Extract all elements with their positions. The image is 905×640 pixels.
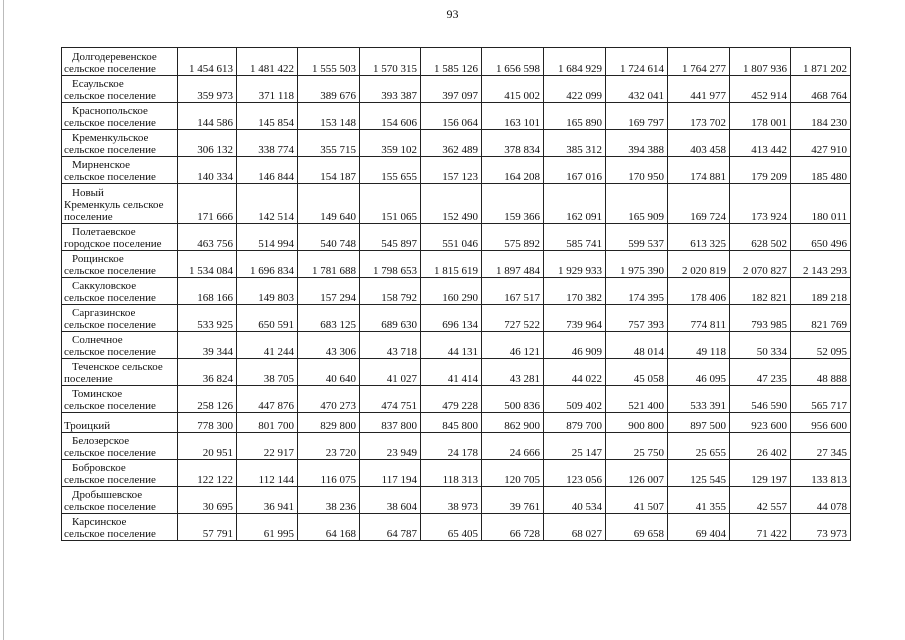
row-name-cell — [62, 130, 178, 157]
value-cell: 514 994 — [237, 224, 298, 251]
value-cell: 46 095 — [668, 359, 730, 386]
value-cell: 689 630 — [360, 305, 421, 332]
value-cell: 599 537 — [606, 224, 668, 251]
value-cell: 171 666 — [178, 184, 237, 224]
value-cell: 1 871 202 — [791, 48, 851, 76]
row-name-line: Есаульское — [72, 78, 124, 90]
value-cell: 42 557 — [730, 487, 791, 514]
value-cell: 144 586 — [178, 103, 237, 130]
value-cell: 900 800 — [606, 413, 668, 433]
value-cell: 180 011 — [791, 184, 851, 224]
value-cell: 149 803 — [237, 278, 298, 305]
value-cell: 22 917 — [237, 433, 298, 460]
value-cell: 338 774 — [237, 130, 298, 157]
table-row — [62, 386, 851, 413]
value-cell: 41 244 — [237, 332, 298, 359]
value-cell: 163 101 — [482, 103, 544, 130]
table-row — [62, 251, 851, 278]
value-cell: 393 387 — [360, 76, 421, 103]
value-cell: 169 724 — [668, 184, 730, 224]
value-cell: 57 791 — [178, 514, 237, 541]
value-cell: 140 334 — [178, 157, 237, 184]
row-name-line: сельское поселение — [64, 474, 156, 486]
value-cell: 179 209 — [730, 157, 791, 184]
row-name-line: Троицкий — [64, 420, 111, 432]
value-cell: 162 091 — [544, 184, 606, 224]
value-cell: 355 715 — [298, 130, 360, 157]
value-cell: 422 099 — [544, 76, 606, 103]
value-cell: 452 914 — [730, 76, 791, 103]
value-cell: 258 126 — [178, 386, 237, 413]
value-cell: 821 769 — [791, 305, 851, 332]
value-cell: 133 813 — [791, 460, 851, 487]
value-cell: 41 027 — [360, 359, 421, 386]
value-cell: 158 792 — [360, 278, 421, 305]
value-cell: 879 700 — [544, 413, 606, 433]
value-cell: 173 924 — [730, 184, 791, 224]
value-cell: 463 756 — [178, 224, 237, 251]
value-cell: 167 517 — [482, 278, 544, 305]
value-cell: 178 406 — [668, 278, 730, 305]
value-cell: 26 402 — [730, 433, 791, 460]
row-name-cell — [62, 157, 178, 184]
row-name-line: сельское поселение — [64, 63, 156, 75]
value-cell: 44 078 — [791, 487, 851, 514]
value-cell: 36 941 — [237, 487, 298, 514]
row-name-cell — [62, 251, 178, 278]
value-cell: 403 458 — [668, 130, 730, 157]
row-name-cell — [62, 386, 178, 413]
table-row — [62, 433, 851, 460]
value-cell: 160 290 — [421, 278, 482, 305]
value-cell: 306 132 — [178, 130, 237, 157]
row-name-cell — [62, 487, 178, 514]
value-cell: 39 761 — [482, 487, 544, 514]
value-cell: 1 481 422 — [237, 48, 298, 76]
row-name-line: поселение — [64, 373, 113, 385]
value-cell: 474 751 — [360, 386, 421, 413]
value-cell: 1 534 084 — [178, 251, 237, 278]
value-cell: 30 695 — [178, 487, 237, 514]
value-cell: 359 102 — [360, 130, 421, 157]
row-name-cell — [62, 460, 178, 487]
value-cell: 41 414 — [421, 359, 482, 386]
value-cell: 1 975 390 — [606, 251, 668, 278]
value-cell: 159 366 — [482, 184, 544, 224]
value-cell: 628 502 — [730, 224, 791, 251]
table-row — [62, 413, 851, 433]
row-name-cell — [62, 76, 178, 103]
row-name-cell — [62, 359, 178, 386]
value-cell: 45 058 — [606, 359, 668, 386]
value-cell: 413 442 — [730, 130, 791, 157]
value-cell: 470 273 — [298, 386, 360, 413]
value-cell: 397 097 — [421, 76, 482, 103]
value-cell: 44 131 — [421, 332, 482, 359]
value-cell: 24 666 — [482, 433, 544, 460]
value-cell: 155 655 — [360, 157, 421, 184]
value-cell: 47 235 — [730, 359, 791, 386]
row-name-cell — [62, 103, 178, 130]
value-cell: 565 717 — [791, 386, 851, 413]
value-cell: 157 123 — [421, 157, 482, 184]
value-cell: 479 228 — [421, 386, 482, 413]
value-cell: 43 718 — [360, 332, 421, 359]
row-name-line: сельское поселение — [64, 171, 156, 183]
row-name-line: поселение — [64, 211, 113, 223]
row-name-cell — [62, 184, 178, 224]
value-cell: 500 836 — [482, 386, 544, 413]
value-cell: 1 570 315 — [360, 48, 421, 76]
table-row — [62, 332, 851, 359]
value-cell: 2 070 827 — [730, 251, 791, 278]
value-cell: 956 600 — [791, 413, 851, 433]
value-cell: 174 881 — [668, 157, 730, 184]
table-row — [62, 278, 851, 305]
row-name-cell — [62, 48, 178, 76]
value-cell: 2 143 293 — [791, 251, 851, 278]
row-name-line: Солнечное — [72, 334, 123, 346]
value-cell: 837 800 — [360, 413, 421, 433]
value-cell: 468 764 — [791, 76, 851, 103]
value-cell: 25 750 — [606, 433, 668, 460]
value-cell: 415 002 — [482, 76, 544, 103]
value-cell: 38 705 — [237, 359, 298, 386]
value-cell: 551 046 — [421, 224, 482, 251]
value-cell: 897 500 — [668, 413, 730, 433]
data-table — [61, 47, 851, 541]
row-name-line: сельское поселение — [64, 400, 156, 412]
value-cell: 545 897 — [360, 224, 421, 251]
value-cell: 613 325 — [668, 224, 730, 251]
value-cell: 185 480 — [791, 157, 851, 184]
value-cell: 1 798 653 — [360, 251, 421, 278]
value-cell: 40 534 — [544, 487, 606, 514]
value-cell: 61 995 — [237, 514, 298, 541]
value-cell: 546 590 — [730, 386, 791, 413]
value-cell: 801 700 — [237, 413, 298, 433]
value-cell: 27 345 — [791, 433, 851, 460]
value-cell: 69 404 — [668, 514, 730, 541]
value-cell: 38 973 — [421, 487, 482, 514]
table-row — [62, 76, 851, 103]
value-cell: 125 545 — [668, 460, 730, 487]
value-cell: 739 964 — [544, 305, 606, 332]
table-row — [62, 224, 851, 251]
value-cell: 38 604 — [360, 487, 421, 514]
value-cell: 585 741 — [544, 224, 606, 251]
value-cell: 41 355 — [668, 487, 730, 514]
value-cell: 650 496 — [791, 224, 851, 251]
value-cell: 69 658 — [606, 514, 668, 541]
row-name-line: сельское поселение — [64, 528, 156, 540]
value-cell: 68 027 — [544, 514, 606, 541]
table-row — [62, 103, 851, 130]
row-name-cell — [62, 224, 178, 251]
value-cell: 923 600 — [730, 413, 791, 433]
value-cell: 432 041 — [606, 76, 668, 103]
row-name-line: городское поселение — [64, 238, 162, 250]
table-body — [62, 48, 851, 541]
value-cell: 25 655 — [668, 433, 730, 460]
row-name-cell — [62, 332, 178, 359]
value-cell: 40 640 — [298, 359, 360, 386]
value-cell: 52 095 — [791, 332, 851, 359]
value-cell: 1 815 619 — [421, 251, 482, 278]
row-name-cell — [62, 413, 178, 433]
value-cell: 48 014 — [606, 332, 668, 359]
value-cell: 156 064 — [421, 103, 482, 130]
row-name-line: сельское поселение — [64, 265, 156, 277]
value-cell: 533 391 — [668, 386, 730, 413]
value-cell: 165 890 — [544, 103, 606, 130]
value-cell: 845 800 — [421, 413, 482, 433]
value-cell: 39 344 — [178, 332, 237, 359]
row-name-line: Краснопольское — [72, 105, 148, 117]
value-cell: 167 016 — [544, 157, 606, 184]
value-cell: 427 910 — [791, 130, 851, 157]
row-name-line: Рощинское — [72, 253, 124, 265]
value-cell: 1 656 598 — [482, 48, 544, 76]
value-cell: 120 705 — [482, 460, 544, 487]
value-cell: 184 230 — [791, 103, 851, 130]
table-row — [62, 157, 851, 184]
row-name-line: Белозерское — [72, 435, 130, 447]
value-cell: 164 208 — [482, 157, 544, 184]
value-cell: 64 787 — [360, 514, 421, 541]
row-name-cell — [62, 514, 178, 541]
value-cell: 165 909 — [606, 184, 668, 224]
row-name-line: сельское поселение — [64, 90, 156, 102]
value-cell: 126 007 — [606, 460, 668, 487]
value-cell: 48 888 — [791, 359, 851, 386]
value-cell: 43 306 — [298, 332, 360, 359]
row-name-cell — [62, 433, 178, 460]
value-cell: 441 977 — [668, 76, 730, 103]
row-name-line: сельское поселение — [64, 501, 156, 513]
value-cell: 49 118 — [668, 332, 730, 359]
value-cell: 43 281 — [482, 359, 544, 386]
value-cell: 25 147 — [544, 433, 606, 460]
value-cell: 46 121 — [482, 332, 544, 359]
value-cell: 650 591 — [237, 305, 298, 332]
value-cell: 151 065 — [360, 184, 421, 224]
value-cell: 145 854 — [237, 103, 298, 130]
row-name-line: сельское поселение — [64, 117, 156, 129]
table-row — [62, 460, 851, 487]
value-cell: 157 294 — [298, 278, 360, 305]
value-cell: 170 382 — [544, 278, 606, 305]
row-name-line: сельское поселение — [64, 447, 156, 459]
row-name-line: Новый — [72, 187, 104, 199]
value-cell: 24 178 — [421, 433, 482, 460]
value-cell: 394 388 — [606, 130, 668, 157]
value-cell: 149 640 — [298, 184, 360, 224]
table-row — [62, 130, 851, 157]
value-cell: 23 949 — [360, 433, 421, 460]
value-cell: 1 684 929 — [544, 48, 606, 76]
value-cell: 154 606 — [360, 103, 421, 130]
row-name-line: Теченское сельское — [72, 361, 163, 373]
row-name-line: сельское поселение — [64, 346, 156, 358]
row-name-line: Кременкуль сельское — [64, 199, 164, 211]
value-cell: 142 514 — [237, 184, 298, 224]
value-cell: 1 585 126 — [421, 48, 482, 76]
table-row — [62, 184, 851, 224]
value-cell: 118 313 — [421, 460, 482, 487]
value-cell: 73 973 — [791, 514, 851, 541]
value-cell: 371 118 — [237, 76, 298, 103]
value-cell: 1 724 614 — [606, 48, 668, 76]
value-cell: 727 522 — [482, 305, 544, 332]
value-cell: 533 925 — [178, 305, 237, 332]
table-row — [62, 359, 851, 386]
value-cell: 521 400 — [606, 386, 668, 413]
row-name-line: Саргазинское — [72, 307, 136, 319]
value-cell: 154 187 — [298, 157, 360, 184]
value-cell: 65 405 — [421, 514, 482, 541]
value-cell: 1 555 503 — [298, 48, 360, 76]
value-cell: 862 900 — [482, 413, 544, 433]
value-cell: 1 454 613 — [178, 48, 237, 76]
row-name-line: Томинское — [72, 388, 123, 400]
value-cell: 71 422 — [730, 514, 791, 541]
value-cell: 1 764 277 — [668, 48, 730, 76]
value-cell: 540 748 — [298, 224, 360, 251]
value-cell: 359 973 — [178, 76, 237, 103]
value-cell: 170 950 — [606, 157, 668, 184]
value-cell: 50 334 — [730, 332, 791, 359]
value-cell: 447 876 — [237, 386, 298, 413]
row-name-line: Карсинское — [72, 516, 127, 528]
value-cell: 116 075 — [298, 460, 360, 487]
value-cell: 1 696 834 — [237, 251, 298, 278]
row-name-line: Бобровское — [72, 462, 126, 474]
row-name-cell — [62, 305, 178, 332]
table-row — [62, 48, 851, 76]
table-row — [62, 305, 851, 332]
value-cell: 44 022 — [544, 359, 606, 386]
value-cell: 189 218 — [791, 278, 851, 305]
row-name-line: Полетаевское — [72, 226, 136, 238]
value-cell: 20 951 — [178, 433, 237, 460]
value-cell: 168 166 — [178, 278, 237, 305]
value-cell: 774 811 — [668, 305, 730, 332]
value-cell: 152 490 — [421, 184, 482, 224]
value-cell: 696 134 — [421, 305, 482, 332]
value-cell: 2 020 819 — [668, 251, 730, 278]
value-cell: 389 676 — [298, 76, 360, 103]
value-cell: 23 720 — [298, 433, 360, 460]
row-name-line: сельское поселение — [64, 144, 156, 156]
value-cell: 146 844 — [237, 157, 298, 184]
row-name-line: сельское поселение — [64, 292, 156, 304]
value-cell: 112 144 — [237, 460, 298, 487]
page-left-edge-line — [3, 0, 4, 640]
value-cell: 122 122 — [178, 460, 237, 487]
value-cell: 153 148 — [298, 103, 360, 130]
value-cell: 66 728 — [482, 514, 544, 541]
value-cell: 117 194 — [360, 460, 421, 487]
value-cell: 129 197 — [730, 460, 791, 487]
value-cell: 385 312 — [544, 130, 606, 157]
value-cell: 41 507 — [606, 487, 668, 514]
value-cell: 509 402 — [544, 386, 606, 413]
value-cell: 38 236 — [298, 487, 360, 514]
value-cell: 1 807 936 — [730, 48, 791, 76]
page-number: 93 — [446, 7, 459, 21]
value-cell: 683 125 — [298, 305, 360, 332]
value-cell: 123 056 — [544, 460, 606, 487]
table-row — [62, 487, 851, 514]
value-cell: 829 800 — [298, 413, 360, 433]
value-cell: 575 892 — [482, 224, 544, 251]
value-cell: 1 929 933 — [544, 251, 606, 278]
value-cell: 182 821 — [730, 278, 791, 305]
value-cell: 169 797 — [606, 103, 668, 130]
row-name-cell — [62, 278, 178, 305]
value-cell: 793 985 — [730, 305, 791, 332]
value-cell: 36 824 — [178, 359, 237, 386]
row-name-line: Дробышевское — [72, 489, 143, 501]
row-name-line: Долгодеревенское — [72, 51, 157, 63]
row-name-line: Саккуловское — [72, 280, 137, 292]
value-cell: 46 909 — [544, 332, 606, 359]
value-cell: 362 489 — [421, 130, 482, 157]
value-cell: 174 395 — [606, 278, 668, 305]
value-cell: 1 897 484 — [482, 251, 544, 278]
value-cell: 173 702 — [668, 103, 730, 130]
value-cell: 1 781 688 — [298, 251, 360, 278]
row-name-line: Мирненское — [72, 159, 131, 171]
value-cell: 778 300 — [178, 413, 237, 433]
row-name-line: сельское поселение — [64, 319, 156, 331]
value-cell: 378 834 — [482, 130, 544, 157]
value-cell: 757 393 — [606, 305, 668, 332]
value-cell: 64 168 — [298, 514, 360, 541]
table-row — [62, 514, 851, 541]
value-cell: 178 001 — [730, 103, 791, 130]
row-name-line: Кременкульское — [72, 132, 149, 144]
